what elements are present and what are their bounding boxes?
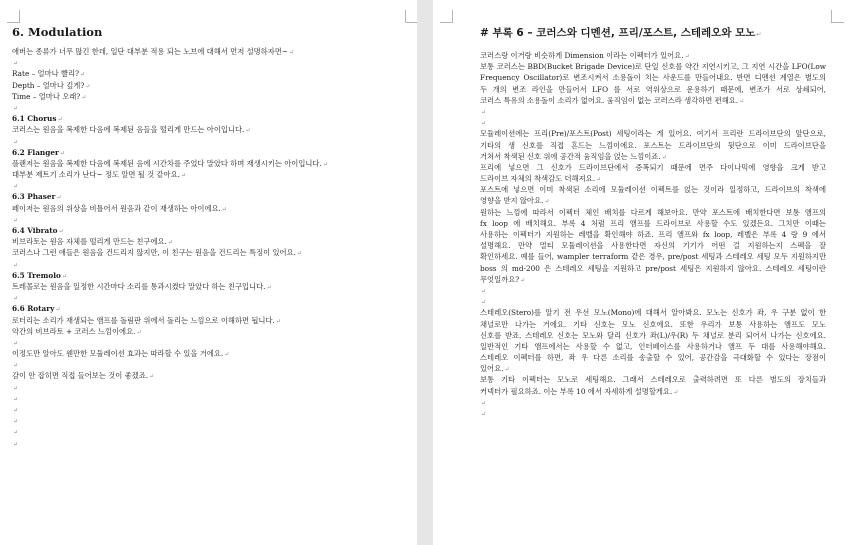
paragraph-line: 애버는 종류가 너무 많긴 한데, 일단 대부분 적용 되는 노브에 대해서 먼저 설명하자면~↵ <box>12 47 294 56</box>
paragraph-mark: ↵ <box>13 339 19 347</box>
paragraph-mark: ↵ <box>55 306 61 314</box>
paragraph-mark: ↵ <box>481 411 487 418</box>
right-page-heading: # 부록 6 – 코러스와 디멘션, 프리/포스트, 스테레오와 모노↵ <box>480 27 762 39</box>
empty-paragraph <box>480 106 826 117</box>
section-heading: 6.1 Chorus↵ <box>12 114 63 124</box>
paragraph-mark: ↵ <box>58 228 64 235</box>
paragraph-mark: ↵ <box>596 176 602 184</box>
section-heading: 6.6 Rotary↵ <box>12 304 61 314</box>
paragraph-mark: ↵ <box>481 120 487 128</box>
paragraph-mark: ↵ <box>322 160 328 168</box>
paragraph-mark: ↵ <box>13 440 19 448</box>
empty-paragraph <box>12 57 402 68</box>
paragraph-mark: ↵ <box>13 60 19 68</box>
paragraph-line: 코러스는 원음을 복제한 다음에 복제된 음들을 떨리게 만드는 아이입니다.↵ <box>12 125 251 135</box>
paragraph-line: 영향을 받지 않아요.↵ <box>480 196 550 206</box>
paragraph-line: 채널로만 나가는 거에요. 기타 신호는 모노 신호에요. 또한 우리가 보통 사용하는 앰프도 모노 <box>480 319 826 329</box>
empty-paragraph <box>12 415 402 426</box>
left-page <box>0 0 417 545</box>
left-page-content[interactable] <box>12 22 402 449</box>
paragraph-mark: ↵ <box>180 172 186 180</box>
paragraph-line: 비브라토는 원음 자체를 떨리게 만드는 친구에요.↵ <box>12 237 173 247</box>
paragraph-line: 트레몰로는 원음을 일정한 시간마다 소리를 통과시켰다 말았다 하는 친구입니다.↵ <box>12 281 272 291</box>
paragraph-line: 드라이브 자체의 착색감도 더해져요.↵ <box>480 174 602 184</box>
margin-mark-top-left <box>440 10 453 23</box>
paragraph-line: 일반적인 기타 앰프에서는 사용할 수 없고, 인터페이스를 사용하거나 앰프 두 대를 사용해야해요. <box>480 341 826 351</box>
paragraph-mark: ↵ <box>275 317 281 325</box>
paragraph-mark: ↵ <box>13 362 19 370</box>
paragraph-mark: ↵ <box>61 272 67 280</box>
paragraph-mark: ↵ <box>136 328 142 336</box>
paragraph-line: 코러스 특유의 소용돌이 소리가 없어요. 움직임이 없는 코러스라 생각하면 편해요.↵ <box>480 95 745 105</box>
paragraph-line: Rate – 얼마나 빨리?↵ <box>12 69 86 79</box>
paragraph-line: 설명해요. 만약 멀티 모듈레이션을 사용한다면 자신의 기기가 어떤 걸 지원하는지 스펙을 잘 <box>480 241 826 251</box>
paragraph-mark: ↵ <box>224 351 230 359</box>
paragraph-mark: ↵ <box>13 104 19 112</box>
paragraph-line: Time – 얼마나 오래?↵ <box>12 91 87 101</box>
paragraph-line: Frequency Oscillator)로 변조시켜서 소용돌이 치는 사운드를 만들어내요. 반면 디멘션 계열은 별도의 <box>480 73 826 83</box>
paragraph-line: 프리에 넣으면 그 신호가 드라이브단에서 증폭되기 때문에 면주 다이나믹에 영향을 크게 받고 <box>480 162 826 172</box>
paragraph-mark: ↵ <box>684 53 690 60</box>
paragraph-line: 모듈레이션에는 프리(Pre)/포스트(Post) 세팅이라는 게 있어요. 여기서 프리란 드라이브단의 앞단으로, <box>480 129 826 139</box>
paragraph-mark: ↵ <box>245 127 251 135</box>
empty-paragraph <box>12 102 402 113</box>
empty-paragraph <box>12 180 402 191</box>
paragraph-mark: ↵ <box>57 116 63 124</box>
paragraph-mark: ↵ <box>85 82 91 90</box>
paragraph-line: 악간의 비브라토 + 코러스 느낌이에요.↵ <box>12 326 142 336</box>
paragraph-mark: ↵ <box>13 384 19 392</box>
paragraph-line: 커넥터가 필요하죠. 이는 부록 10 에서 자세하게 설명할게요.↵ <box>480 386 679 396</box>
section-heading: 6.3 Phaser↵ <box>12 192 62 202</box>
section-heading: 6.5 Tremolo↵ <box>12 270 67 280</box>
empty-paragraph <box>12 438 402 449</box>
paragraph-line: 기타의 생 신호를 직접 흔드는 느낌이에요. 포스트는 드라이브단의 뒷단으로 이미 드라이브단을 <box>480 140 826 150</box>
empty-paragraph <box>480 397 826 408</box>
paragraph-line: 스테레오 이펙터를 하면, 좌 우 다른 소리를 송출할 수 있어, 공간감을 극대화할 수 있다는 장점이 <box>480 353 826 363</box>
empty-paragraph <box>12 393 402 404</box>
paragraph-mark: ↵ <box>520 276 526 284</box>
paragraph-mark: ↵ <box>504 366 510 374</box>
empty-paragraph <box>12 337 402 348</box>
empty-paragraph <box>12 259 402 270</box>
paragraph-mark: ↵ <box>81 93 87 101</box>
paragraph-line: 있어요.↵ <box>480 364 510 374</box>
paragraph-line: 포스트에 넣으면 이미 착색된 소리에 모듈레이션 이펙트를 얹는 것이라 일정하고, 드라이브의 착색에 <box>480 185 826 195</box>
paragraph-mark: ↵ <box>13 429 19 437</box>
paragraph-line: fx loop 에 배치해요. 부록 4 처럼 프리 앰프를 드라이브로 사용할 수도 있겠든요. 그치만 이때는 <box>480 218 826 228</box>
paragraph-mark: ↵ <box>167 239 173 247</box>
paragraph-mark: ↵ <box>481 108 487 116</box>
paragraph-line: 페이저는 원음의 위상을 비틀어서 원음과 같이 재생하는 아이에요.↵ <box>12 203 227 213</box>
paragraph-line: 감이 안 잡히면 직접 들어보는 것이 좋겠죠.↵ <box>12 371 155 381</box>
paragraph-line: Depth – 얼마나 깊게?↵ <box>12 80 91 90</box>
paragraph-mark: ↵ <box>221 205 227 213</box>
paragraph-line: 로터리는 소리가 재생되는 앰프를 돌림판 위에서 돌리는 느낌으로 이해하면 됩니다.↵ <box>12 315 281 325</box>
paragraph-line: 무엇일까요?↵ <box>480 274 526 284</box>
margin-mark-top-right <box>405 10 417 23</box>
section-heading: 6.2 Flanger↵ <box>12 147 65 157</box>
empty-paragraph <box>480 285 826 296</box>
paragraph-line: boss 의 md-200 은 스테레오 세팅을 지원하고 pre/post 세팅은 지원하지 않아요. 스테레오 세팅이란 <box>480 263 826 273</box>
paragraph-mark: ↵ <box>59 149 65 157</box>
paragraph-line: 두 개의 변조 라인을 만들어서 LFO 를 서로 역위상으로 운용하기 때문에, 변조가 서로 상쇄되어, <box>480 84 826 94</box>
paragraph-mark: ↵ <box>266 283 272 291</box>
empty-paragraph <box>480 296 826 307</box>
empty-paragraph <box>12 382 402 393</box>
paragraph-line: 보통 기타 이펙터는 모노로 세팅해요. 그래서 스테레오로 출력하려면 또 다른 별도의 장치들과 <box>480 375 826 385</box>
empty-paragraph <box>12 292 402 303</box>
empty-paragraph <box>12 359 402 370</box>
right-page <box>433 0 850 545</box>
paragraph-mark: ↵ <box>13 183 19 191</box>
paragraph-mark: ↵ <box>13 407 19 414</box>
paragraph-line: 플랜저는 원음을 복제한 다음에 복제된 음에 시간차를 주었다 말았다 하며 재생시키는 아이입니다.↵ <box>12 158 328 168</box>
paragraph-mark: ↵ <box>13 138 19 146</box>
paragraph-line: 원하는 느낌에 따라서 이펙터 체인 배치를 다르게 해보아요. 만약 포스트에 배치한다면 보통 앰프의 <box>480 207 826 217</box>
paragraph-mark: ↵ <box>481 287 487 295</box>
right-page-content[interactable] <box>480 22 826 419</box>
empty-paragraph <box>12 214 402 225</box>
left-page-heading: 6. Modulation <box>12 25 103 39</box>
paragraph-mark: ↵ <box>673 388 679 396</box>
margin-mark-top-right <box>831 10 844 23</box>
paragraph-mark: ↵ <box>481 299 487 307</box>
paragraph-line: 보통 코러스는 BBD(Bucket Brigade Device)로 단일 신호를 약간 지연시키고, 그 지연 시간을 LFO(Low <box>480 62 826 72</box>
paragraph-mark: ↵ <box>544 198 550 206</box>
right-page-body <box>480 50 826 419</box>
paragraph-mark: ↵ <box>80 71 86 79</box>
paragraph-mark: ↵ <box>13 216 19 224</box>
paragraph-line: 확인하세요. 예를 들어, wampler terraform 같은 경우, pre/post 세팅과 스테레오 세팅 모두 지원하지만 <box>480 252 826 262</box>
paragraph-mark: ↵ <box>739 97 745 105</box>
paragraph-line: 거쳐서 착색된 신호 위에 공간적 움직임을 얹는 느낌이죠.↵ <box>480 151 667 161</box>
paragraph-mark: ↵ <box>288 49 294 56</box>
paragraph-mark: ↵ <box>13 295 19 303</box>
paragraph-line: 코러스나 그런 애들은 원음을 건드리지 않지만, 이 친구는 원음을 건드리는 특징이 있어요.↵ <box>12 248 302 258</box>
empty-paragraph <box>12 404 402 415</box>
paragraph-mark: ↵ <box>296 250 302 258</box>
paragraph-line: 신호를 받죠. 스테레오 신호는 모노와 달리 신호가 좌(L)/우(R) 두 채널로 분리 되어서 나가는 신호에요. <box>480 330 826 340</box>
paragraph-mark: ↵ <box>13 418 19 426</box>
paragraph-line: 코러스랑 이거랑 비슷하게 Dimension 이라는 이펙터가 있어요.↵ <box>480 51 690 60</box>
paragraph-mark: ↵ <box>13 395 19 403</box>
empty-paragraph <box>12 426 402 437</box>
paragraph-mark: ↵ <box>13 261 19 269</box>
paragraph-line: 사용하는 이펙터가 지원하는 레벨을 확인해야 하죠. 프리 앰프와 fx loop, 레벨은 부록 4 랑 9 에서 <box>480 230 826 239</box>
paragraph-mark: ↵ <box>56 194 62 202</box>
empty-paragraph <box>480 408 826 419</box>
paragraph-line: 대부분 제트기 소리가 난다~ 정도 알면 될 것 같아요.↵ <box>12 170 186 180</box>
paragraph-mark: ↵ <box>149 373 155 381</box>
section-heading: 6.4 Vibrato↵ <box>12 226 64 235</box>
empty-paragraph <box>12 136 402 147</box>
empty-paragraph <box>480 117 826 128</box>
paragraph-mark: ↵ <box>481 399 487 407</box>
paragraph-line: 스테레오(Stero)를 알기 전 우선 모노(Mono)에 대해서 알아봐요. 모노는 신호가 좌, 우 구분 없이 한 <box>480 308 826 318</box>
paragraph-line: 이정도만 알아도 웬만한 모듈레이션 효과는 따라할 수 있을 거에요.↵ <box>12 349 230 359</box>
paragraph-mark: ↵ <box>661 153 667 161</box>
left-page-body <box>12 46 402 449</box>
